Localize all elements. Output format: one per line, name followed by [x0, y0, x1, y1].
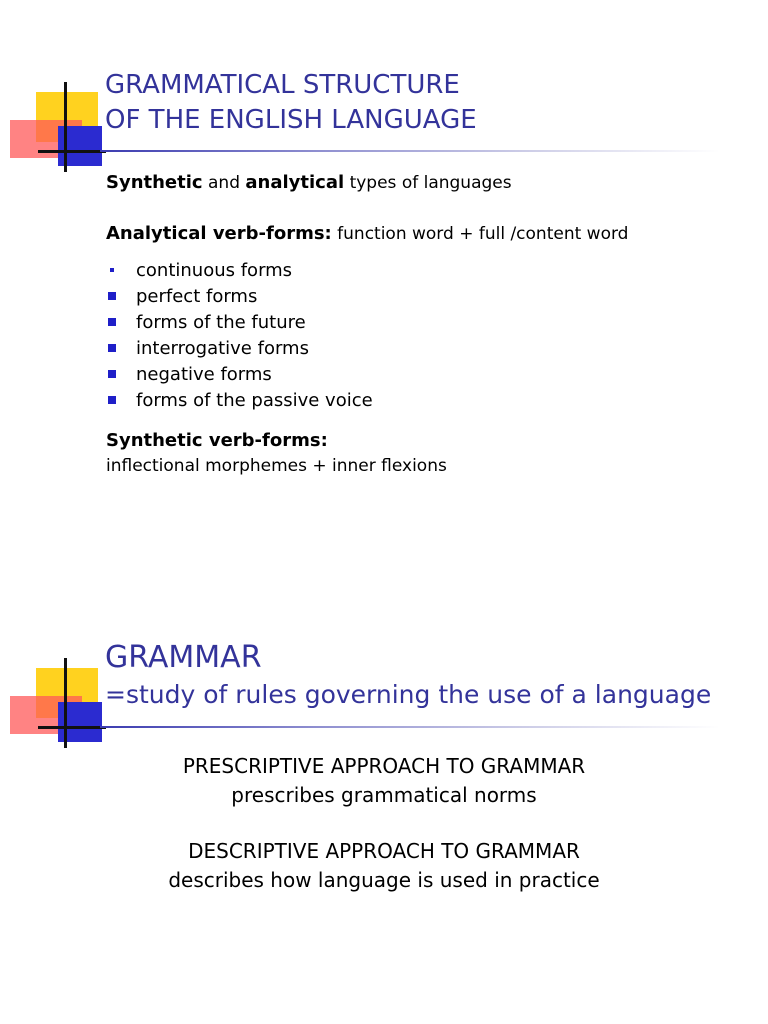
prescriptive-heading: PRESCRIPTIVE APPROACH TO GRAMMAR — [182, 754, 586, 778]
slide-title-line2: OF THE ENGLISH LANGUAGE — [105, 105, 477, 135]
list-item: interrogative forms — [106, 336, 373, 362]
list-item: forms of the future — [106, 310, 373, 336]
bullet-icon — [108, 292, 116, 300]
slide-logo — [0, 512, 110, 622]
descriptive-text: describes how language is used in practice — [168, 868, 600, 892]
bullet-icon — [110, 268, 114, 272]
title-divider — [100, 726, 720, 728]
list-item: forms of the passive voice — [106, 388, 373, 414]
bullet-icon — [108, 396, 116, 404]
bullet-icon — [108, 318, 116, 326]
types-line — [106, 172, 512, 193]
synthetic-formula: inflectional morphemes + inner flexions — [106, 456, 447, 476]
analytical-forms-list — [106, 258, 373, 414]
list-item: perfect forms — [106, 284, 373, 310]
synthetic-heading: Synthetic verb-forms: — [106, 430, 328, 451]
analytical-term: analytical — [245, 172, 345, 193]
analytical-line — [106, 223, 628, 244]
list-item: negative forms — [106, 362, 373, 388]
prescriptive-text: prescribes grammatical norms — [231, 783, 537, 807]
synthetic-term: Synthetic — [106, 172, 203, 193]
bullet-icon — [108, 344, 116, 352]
slide-logo — [0, 0, 110, 110]
title-divider — [100, 150, 720, 152]
slide-title-line2: =study of rules governing the use of a language — [105, 680, 712, 709]
slide-title-line1: GRAMMATICAL STRUCTURE — [105, 70, 460, 100]
analytical-formula: function word + full /content word — [337, 224, 629, 244]
slide-2 — [0, 512, 768, 1024]
bullet-icon — [108, 370, 116, 378]
list-item: continuous forms — [106, 258, 373, 284]
and-word: and — [208, 173, 240, 193]
descriptive-heading: DESCRIPTIVE APPROACH TO GRAMMAR — [188, 839, 580, 863]
types-rest: types of languages — [349, 173, 512, 193]
slide-title-line1: GRAMMAR — [105, 640, 262, 675]
analytical-heading: Analytical verb-forms: — [106, 223, 332, 244]
